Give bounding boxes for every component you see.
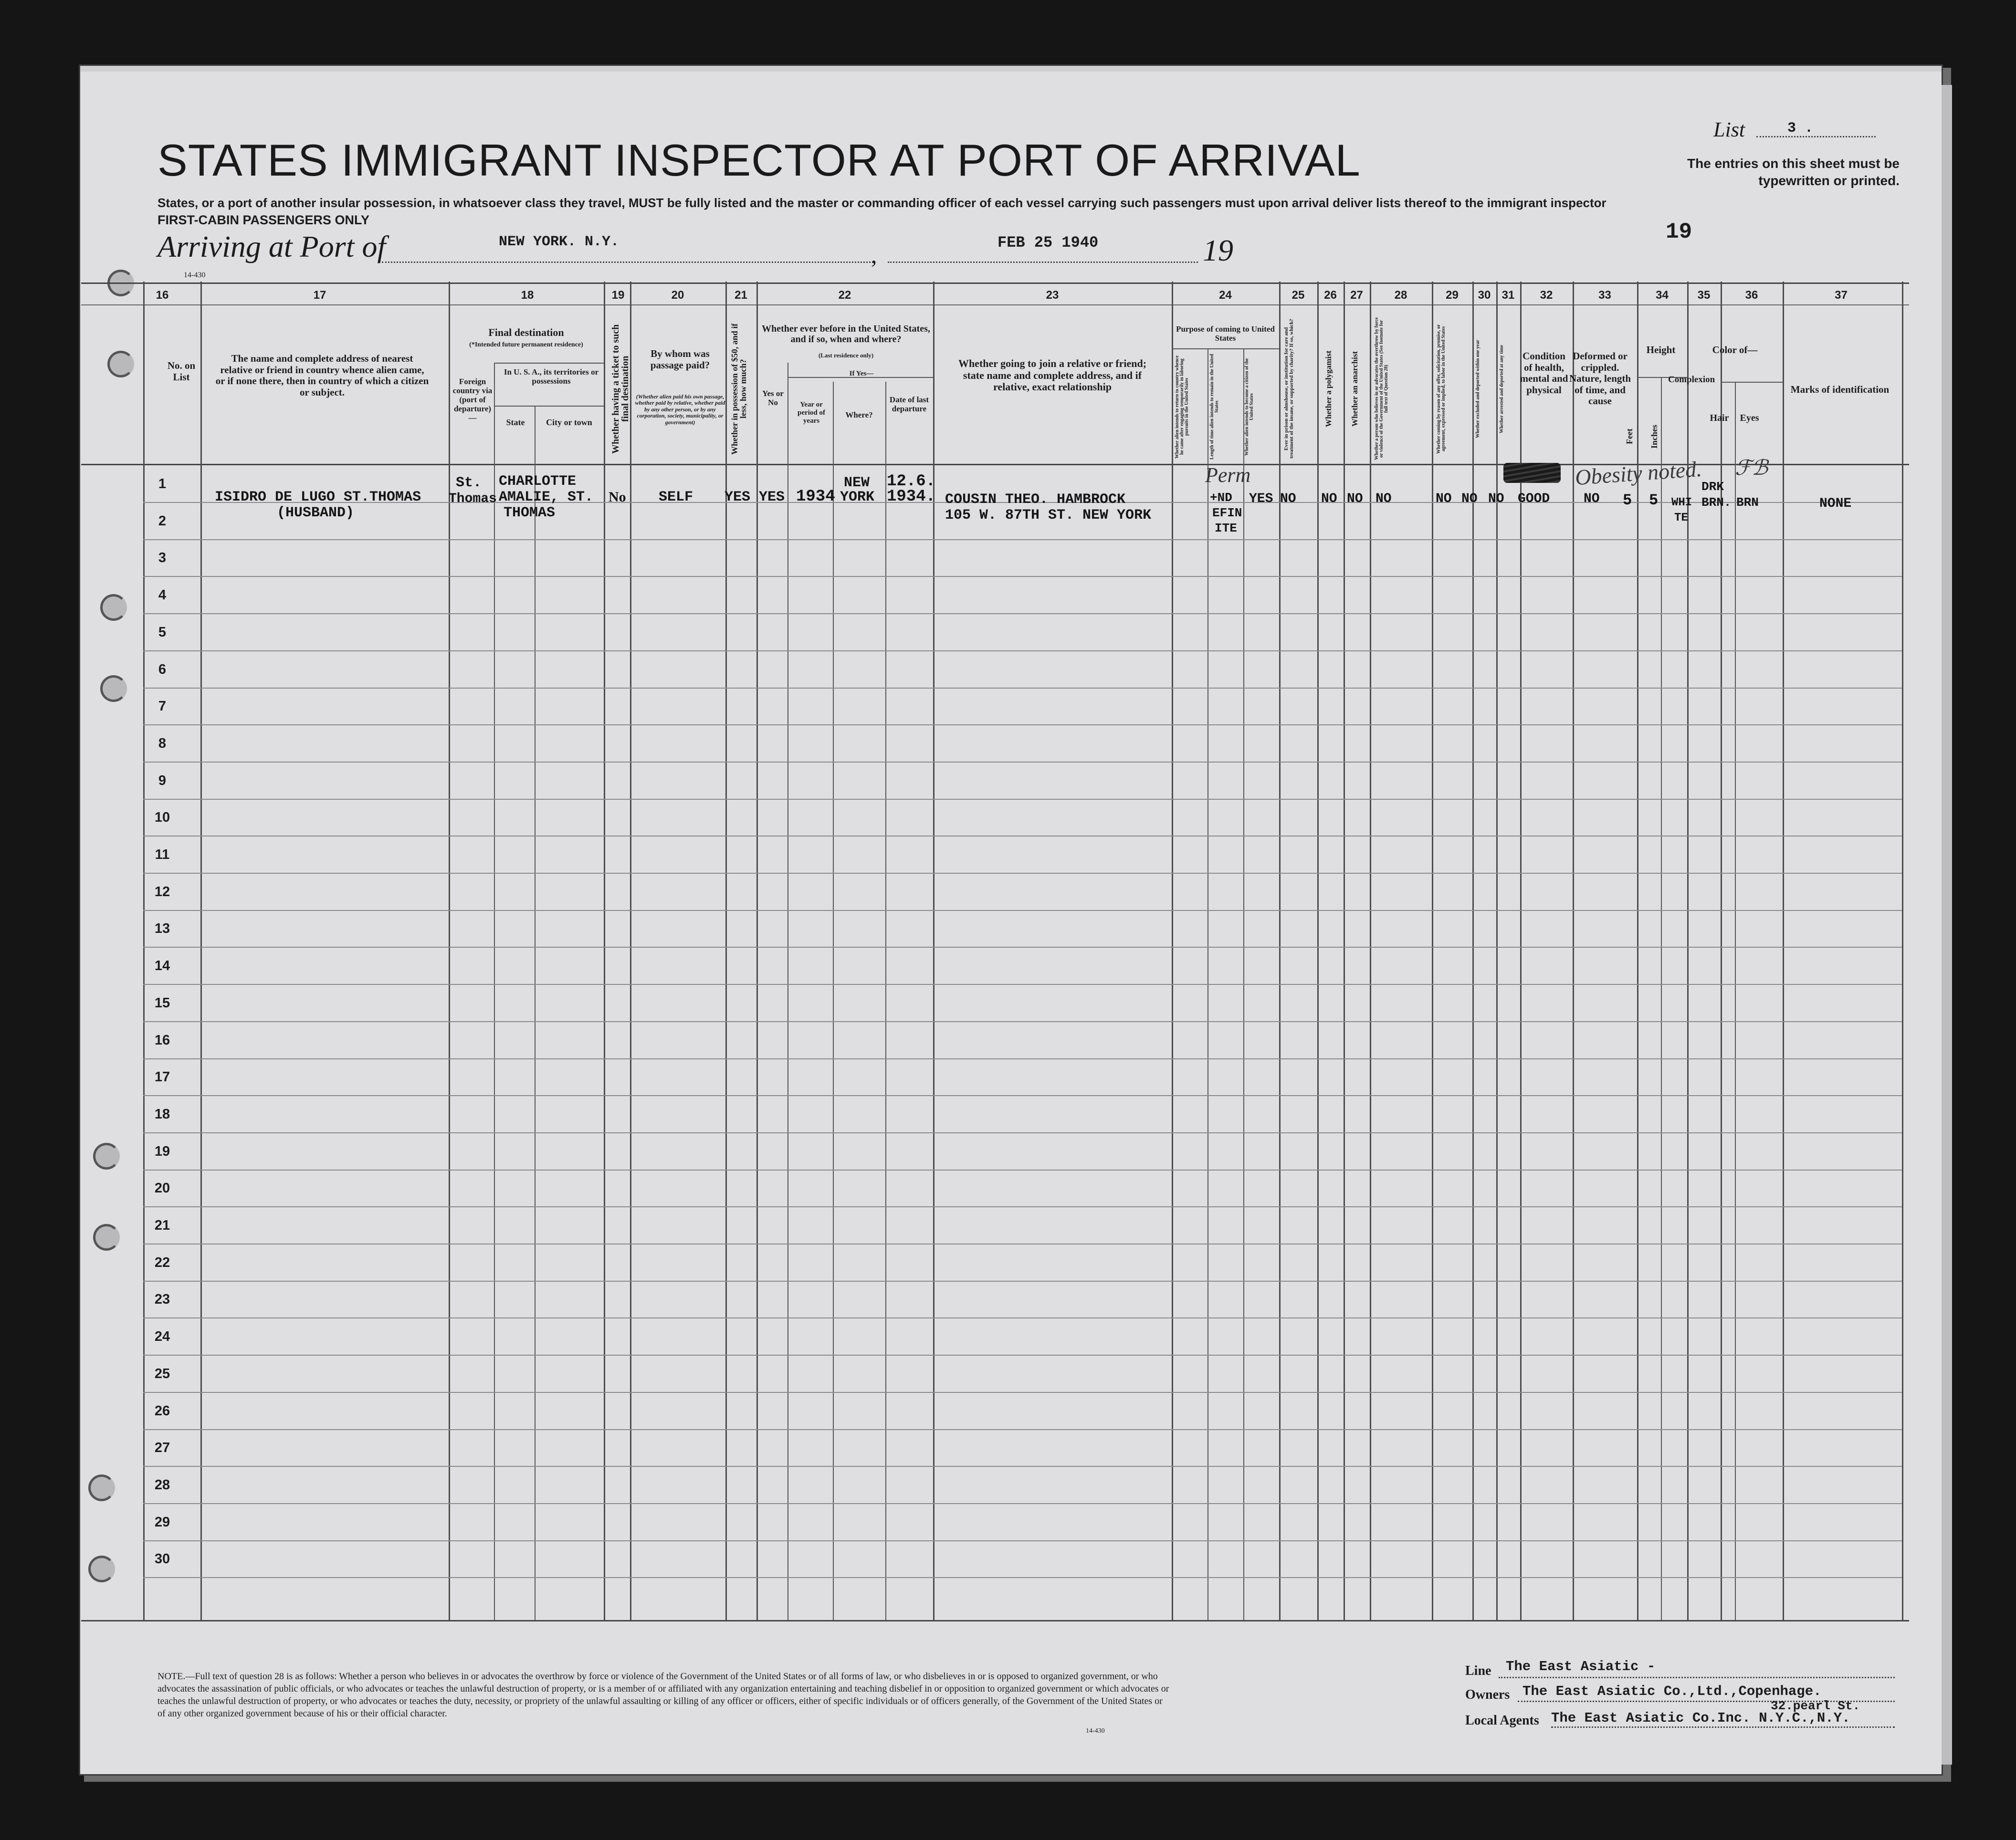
header-where: Where? (845, 410, 873, 419)
row-rule (143, 576, 1902, 577)
colnum-19: 19 (611, 289, 625, 302)
table-top-rule (81, 282, 1909, 284)
header-join-relative: Whether going to join a relative or friend; state name and complete address, and if relative, exact relationship (958, 357, 1147, 393)
row-rule (143, 1095, 1902, 1096)
purpose-handwritten: Perm (1205, 463, 1251, 487)
row-rule (143, 1170, 1902, 1171)
column-rule (1370, 282, 1371, 1620)
colnum-37: 37 (1835, 289, 1848, 302)
row-number: 7 (158, 699, 167, 714)
row-rule (143, 762, 1902, 763)
header-q28: Whether a person who believes in or advocates the overthrow by force or violence of the Government of the United States (See footnote for full text of Question 28) (1374, 317, 1389, 460)
header-sub-rule (1172, 348, 1279, 349)
row-rule (143, 910, 1902, 911)
header-anarchist: Whether an anarchist (1350, 351, 1359, 427)
row-number: 29 (154, 1515, 170, 1530)
row-rule (143, 873, 1902, 874)
header-ever-before: Whether ever before in the United States, and if so, when and where? (762, 324, 930, 345)
binder-hole-8 (88, 1556, 115, 1582)
header-sub-rule (1721, 382, 1783, 383)
inspector-initials: ℱℬ (1735, 456, 1768, 480)
list-number: 3 . (1787, 120, 1814, 136)
colnum-18: 18 (521, 289, 534, 302)
header-sub-rule (494, 363, 604, 364)
inches-value: 5 (1649, 491, 1659, 509)
form-code-top: 14-430 (184, 271, 206, 279)
header-health: Condition of health, mental and physical (1520, 350, 1568, 396)
sub-column-rule (833, 382, 834, 1620)
row-number: 2 (158, 513, 167, 529)
row-rule (143, 1577, 1902, 1578)
binder-hole-2 (107, 351, 134, 377)
colnum-30: 30 (1478, 289, 1491, 302)
row-rule (143, 1021, 1902, 1022)
deformed-value: NO (1584, 491, 1600, 506)
row-number: 17 (154, 1069, 170, 1085)
column-rule (200, 282, 202, 1620)
complexion-1: WHI (1671, 496, 1692, 509)
port-label: Arriving at Port of (158, 230, 386, 263)
header-q30: Whether excluded and deported within one year (1475, 340, 1480, 438)
colnum-31: 31 (1502, 289, 1515, 302)
ticket-value: No (609, 489, 626, 505)
header-purpose-a: Whether alien intends to return to country whence he came after engaging temporarily in laboring pursuits in the United States (1175, 355, 1189, 459)
before-date-1: 12.6. (887, 472, 936, 491)
header-if-yes: If Yes— (849, 370, 874, 377)
date-value: FEB 25 1940 (998, 234, 1099, 251)
eyes-value: BRN (1736, 495, 1759, 510)
column-rule (1496, 282, 1498, 1620)
binder-hole-4 (100, 675, 127, 702)
row-rule (143, 947, 1902, 948)
q30-value: NO (1461, 491, 1478, 506)
row-rule (143, 613, 1902, 614)
row-number: 8 (158, 736, 167, 751)
row-number: 1 (158, 476, 167, 491)
row-rule (143, 1206, 1902, 1207)
colnum-27: 27 (1350, 289, 1363, 302)
header-final-destination-sub: (*Intended future permanent residence) (469, 341, 583, 348)
row-rule (143, 799, 1902, 800)
feet-value: 5 (1623, 491, 1632, 509)
sub-column-rule (1661, 377, 1662, 1620)
colnum-35: 35 (1697, 289, 1711, 302)
agents-value: The East Asiatic Co.Inc. N.Y.C.,N.Y. (1551, 1710, 1850, 1726)
row-number: 12 (154, 884, 170, 899)
row-rule (143, 1392, 1902, 1393)
destination-3: THOMAS (504, 505, 556, 521)
header-yes-no: Yes or No (762, 389, 784, 408)
before-where-1: NEW (844, 475, 870, 491)
before-yes-value: YES (759, 489, 785, 505)
row-rule (143, 650, 1902, 651)
row-number: 28 (154, 1477, 170, 1493)
header-passage-paid: By whom was passage paid? (650, 348, 710, 371)
header-purpose-c: Whether alien intends to become a citizen of the United States (1244, 358, 1254, 456)
row-number: 21 (154, 1218, 170, 1233)
manifest-sheet (80, 66, 1942, 1774)
line-underline (1499, 1677, 1895, 1678)
column-rule (1172, 282, 1173, 1620)
header-year-period: Year or period of years (798, 401, 825, 425)
column-rule (1432, 282, 1433, 1620)
row-number: 6 (158, 662, 167, 677)
before-year-value: 1934 (796, 488, 835, 506)
row-number: 30 (154, 1551, 170, 1567)
header-feet: Feet (1625, 429, 1634, 445)
colnum-24: 24 (1219, 289, 1232, 302)
destination-2: AMALIE, ST. (499, 489, 594, 505)
row-number: 13 (154, 921, 170, 936)
port-value: NEW YORK. N.Y. (499, 234, 620, 250)
colnum-36: 36 (1745, 289, 1758, 302)
colnum-29: 29 (1446, 289, 1459, 302)
form-subtitle: States, or a port of another insular possession, in whatsoever class they travel, MUST be fully listed and the master or commanding officer of each vessel carrying such passengers must upon arrival deliver lists thereof to the immigrant inspector (158, 196, 1606, 210)
hair-1: DRK (1701, 480, 1724, 494)
row-rule (143, 1466, 1902, 1467)
column-rule (449, 282, 450, 1620)
row-number: 27 (154, 1440, 170, 1455)
before-date-2: 1934. (887, 488, 936, 506)
header-eyes: Eyes (1740, 413, 1759, 423)
row-number: 3 (158, 550, 167, 565)
comma-1: , (871, 241, 877, 268)
page-edge-top (80, 66, 1942, 72)
form-title: STATES IMMIGRANT INSPECTOR AT PORT OF ARRIVAL (158, 135, 1361, 185)
row-number: 16 (154, 1033, 170, 1048)
colnum-16: 16 (156, 289, 169, 302)
list-underline (1756, 136, 1876, 137)
row-rule (143, 1058, 1902, 1059)
hair-2: BRN. (1701, 495, 1732, 510)
agents-label: Local Agents (1465, 1713, 1539, 1728)
row-rule (143, 984, 1902, 985)
relative-relationship: (HUSBAND) (277, 505, 355, 521)
anarchist-value: NO (1347, 491, 1363, 506)
foreign-country-2: Thomas (449, 491, 497, 506)
sheet-number: 19 (1666, 220, 1692, 244)
binder-hole-3 (100, 594, 127, 621)
paid-by-value: SELF (659, 489, 693, 505)
row-number: 5 (158, 625, 167, 640)
header-height: Height (1646, 344, 1676, 355)
header-marks: Marks of identification (1790, 384, 1890, 395)
row-rule (143, 1355, 1902, 1356)
row-number: 22 (154, 1255, 170, 1270)
marks-value: NONE (1819, 496, 1852, 511)
column-rule (1344, 282, 1345, 1620)
column-rule (1472, 282, 1474, 1620)
row-number: 24 (154, 1329, 170, 1344)
header-in-usa: In U. S. A., its territories or possessions (504, 367, 599, 386)
row-number: 26 (154, 1403, 170, 1419)
header-ticket: Whether having a ticket to such final destination (610, 324, 630, 454)
binder-hole-6 (93, 1224, 120, 1251)
header-color-of: Color of— (1712, 344, 1758, 355)
entries-note: The entries on this sheet must be typewritten or printed. (1687, 156, 1900, 188)
form-code-bottom: 14-430 (1086, 1727, 1105, 1735)
relative-name: ISIDRO DE LUGO ST.THOMAS (215, 489, 421, 505)
footnote-q28: NOTE.—Full text of question 28 is as follows: Whether a person who believes in or advocates the overthrow by force or violence of the Government of the United States or of all forms of law, or who disbelieves in or is opposed to organized government, or who advocates the assassination of public officials, or who advocates or teaches the unlawful destruction of property, or is a member of or affiliated with any organization entertaining and teaching disbelief in or opposition to organized government or which advocates or teaches the unlawful destruction of property, or who advocates or teaches the duty, necessity, or propriety of the unlawful assaulting or killing of any officer or officers, either of specific individuals or of officers generally, of the Government of the United States or of any other organized government because of his or their official character. (158, 1671, 1169, 1719)
column-rule (1279, 282, 1281, 1620)
colnum-17: 17 (313, 289, 326, 302)
row-rule (143, 1503, 1902, 1504)
sub-column-rule (535, 406, 536, 1620)
header-final-destination: Final destination (488, 326, 564, 338)
agents-underline (1551, 1726, 1895, 1728)
column-rule (1573, 282, 1574, 1620)
sub-column-rule (885, 382, 886, 1620)
owners-label: Owners (1465, 1687, 1510, 1702)
join-relative-1: COUSIN THEO. HAMBROCK (945, 491, 1126, 508)
colnum-21: 21 (735, 289, 747, 302)
colnum-25: 25 (1292, 289, 1305, 302)
colnum-33: 33 (1598, 289, 1611, 302)
row-number: 4 (158, 587, 167, 603)
binder-hole-7 (88, 1474, 115, 1501)
row-number: 19 (154, 1144, 170, 1159)
row-number: 10 (154, 810, 170, 825)
header-deformed: Deformed or crippled. Nature, length of time, and cause (1569, 350, 1631, 407)
header-no-on-list: No. on List (167, 360, 196, 383)
complexion-2: TE (1674, 512, 1688, 524)
row-rule (143, 688, 1902, 689)
header-q29: Whether coming by reason of any offer, solicitation, promise, or agreement, expressed or implied, to labor in the United States (1436, 324, 1446, 454)
destination-1: CHARLOTTE (499, 473, 577, 490)
row-rule (143, 1317, 1902, 1318)
header-date-departure: Date of last departure (889, 395, 929, 414)
colnum-20: 20 (671, 289, 684, 302)
before-where-2: YORK (840, 489, 875, 505)
header-foreign-country: Foreign country via (port of departure)— (452, 377, 493, 423)
header-purpose-b: Length of time alien intends to remain in the United States (1209, 354, 1219, 460)
row-rule (143, 1281, 1902, 1282)
colnum-28: 28 (1394, 289, 1407, 302)
colnum-23: 23 (1046, 289, 1059, 302)
row-number: 23 (154, 1292, 170, 1307)
fifty-value: YES (724, 489, 751, 505)
column-rule (1902, 282, 1903, 1620)
line-label: Line (1465, 1663, 1491, 1678)
column-rule (725, 282, 727, 1620)
join-relative-2: 105 W. 87TH ST. NEW YORK (945, 507, 1152, 523)
row-rule (143, 1429, 1902, 1430)
row-number: 15 (154, 995, 170, 1011)
header-nearest-relative: The name and complete address of nearest relative or friend in country whence alien came, or if none there, then in country of which a citizen or subject. (215, 353, 429, 398)
header-state: State (506, 418, 525, 427)
purpose-3: ITE (1215, 521, 1237, 535)
health-value: GOOD (1518, 491, 1550, 506)
table-bottom-rule (81, 1620, 1909, 1621)
q31-value: NO (1488, 491, 1504, 506)
foreign-country-1: St. (456, 475, 482, 491)
binder-hole-5 (93, 1143, 120, 1170)
class-line: FIRST-CABIN PASSENGERS ONLY (158, 213, 370, 227)
row-number: 9 (158, 773, 167, 788)
colnum-26: 26 (1324, 289, 1337, 302)
purpose-2: EFIN (1212, 506, 1242, 520)
sub-column-rule (494, 363, 495, 1620)
row-number: 25 (154, 1366, 170, 1381)
q29-value: NO (1436, 491, 1452, 506)
polygamist-value: NO (1321, 491, 1337, 506)
row-number: 20 (154, 1181, 170, 1196)
row-rule (143, 724, 1902, 725)
header-ever-before-sub: (Last residence only) (818, 352, 874, 359)
header-passage-paid-sub: (Whether alien paid his own passage, whether paid by relative, whether paid by any other person, or by any corporation, society, municipality, or government) (635, 393, 725, 426)
redacted-scribble (1503, 463, 1561, 483)
column-rule (630, 282, 631, 1620)
row-number: 18 (154, 1107, 170, 1122)
date-underline (888, 261, 1198, 263)
sub-column-rule (1735, 382, 1736, 1620)
header-complexion: Complexion (1668, 375, 1715, 385)
header-polygamist: Whether a polygamist (1324, 350, 1333, 428)
row-number: 14 (154, 958, 170, 973)
line-value: The East Asiatic - (1506, 1659, 1656, 1674)
page-edge-right (1942, 85, 1952, 1765)
header-q31: Whether arrested and deported at any time (1499, 345, 1504, 433)
header-fifty-dollars: Whether in possession of $50, and if less, how much? (730, 323, 748, 455)
header-city: City or town (546, 418, 592, 427)
header-purpose: Purpose of coming to United States (1176, 324, 1275, 343)
column-rule (756, 282, 758, 1620)
row-rule (143, 539, 1902, 540)
header-prison: Ever in prison or almshouse, or institution for care and treatment of the insane, or supported by charity? If so, which? (1283, 319, 1294, 459)
annotation-obesity: Obesity noted. (1574, 456, 1703, 490)
colnum-rule (81, 304, 1909, 305)
row-number: 11 (155, 847, 170, 862)
citizen-value: YES (1249, 491, 1273, 506)
purpose-1: +ND (1210, 491, 1232, 505)
row-rule (143, 1540, 1902, 1541)
colnum-32: 32 (1540, 289, 1553, 302)
header-inches: Inches (1649, 425, 1659, 449)
colnum-22: 22 (838, 289, 851, 302)
header-sub-rule (494, 406, 604, 407)
year-prefix: 19 (1203, 233, 1233, 267)
header-hair: Hair (1710, 413, 1729, 423)
port-underline (382, 261, 873, 263)
row-rule (143, 1132, 1902, 1133)
owners-value: The East Asiatic Co.,Ltd.,Copenhage. (1522, 1683, 1822, 1699)
column-rule (1317, 282, 1319, 1620)
column-rule (1783, 282, 1784, 1620)
colnum-34: 34 (1656, 289, 1669, 302)
column-rule (604, 282, 605, 1620)
owners-extra: 32.pearl St. (1771, 1699, 1860, 1713)
prison-value: NO (1280, 491, 1296, 506)
list-label: List (1713, 118, 1745, 141)
q28-value: NO (1376, 491, 1392, 506)
